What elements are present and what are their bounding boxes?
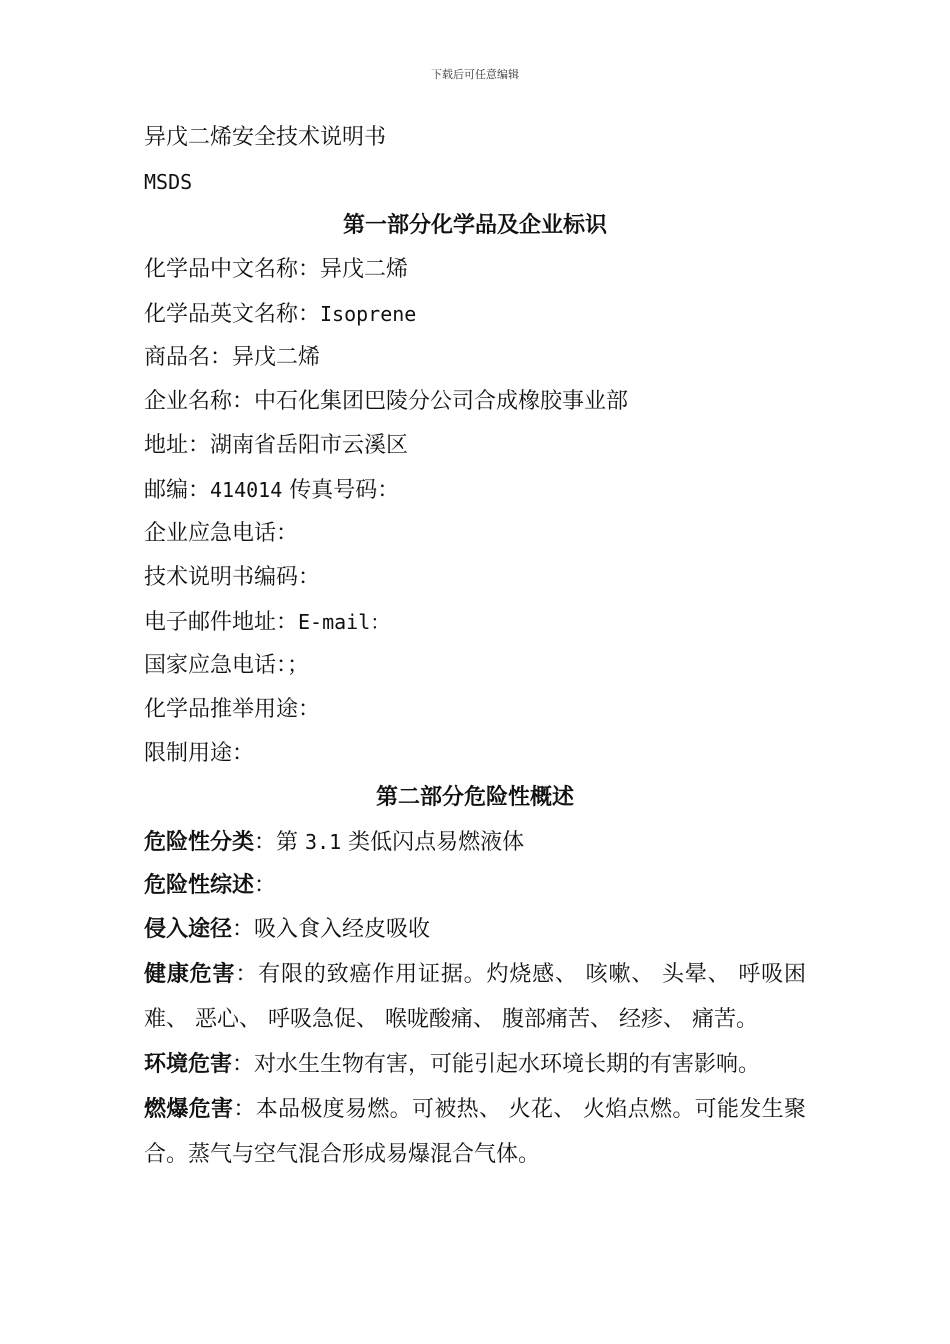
hazard-label: 燃爆危害 <box>144 1097 234 1122</box>
field-value: 异戊二烯 <box>320 257 409 282</box>
hazard-label: 环境危害 <box>144 1052 233 1077</box>
hazard-entry-route <box>144 908 806 952</box>
field-english-name <box>144 292 806 336</box>
field-label: 企业应急电话： <box>144 521 299 546</box>
field-label: 技术说明书编码： <box>144 565 321 590</box>
field-emergency-phone <box>144 512 806 556</box>
field-value: 湖南省岳阳市云溪区 <box>210 433 409 458</box>
field-label: 化学品中文名称： <box>144 257 321 282</box>
field-value: Isoprene <box>320 302 417 326</box>
field-label: 地址： <box>144 433 211 458</box>
hazard-label: 危险性综述 <box>144 873 255 898</box>
hazard-classification <box>144 820 806 864</box>
hazard-value: 吸入食入经皮吸收 <box>254 917 431 942</box>
hazard-value-suffix: 类低闪点易燃液体 <box>348 830 525 855</box>
field-value: ； <box>287 653 310 678</box>
field-restricted-use <box>144 732 806 776</box>
hazard-sep: ： <box>235 962 259 987</box>
field-chinese-name <box>144 248 806 292</box>
hazard-sep: ： <box>232 1052 255 1077</box>
hazard-value-code: 3.1 <box>305 830 342 854</box>
page-header: 下载后可任意编辑 <box>431 68 519 81</box>
section-heading-part1: 第一部分化学品及企业标识 <box>342 213 607 238</box>
field-value: 异戊二烯 <box>232 345 321 370</box>
hazard-environment <box>144 1042 806 1087</box>
hazard-value-prefix: 第 <box>276 830 299 855</box>
field-address <box>144 424 806 468</box>
field-value: 414014 <box>210 478 283 502</box>
field-label: 限制用途： <box>144 741 255 766</box>
field-label: 国家应急电话： <box>144 653 288 678</box>
hazard-health <box>144 952 806 1042</box>
field-label: 电子邮件地址： <box>144 610 299 635</box>
hazard-label: 危险性分类 <box>144 830 255 855</box>
field-recommended-use <box>144 688 806 732</box>
hazard-label: 健康危害 <box>144 962 236 987</box>
hazard-label: 侵入途径 <box>144 917 233 942</box>
hazard-sep: ： <box>233 1097 256 1122</box>
field-postcode <box>144 468 806 512</box>
hazard-value: 有限的致癌作用证据。灼烧感、 咳嗽、 头晕、 呼吸困难、 恶心、 呼吸急促、 喉咙酸痛、 腹部痛苦、 经疹、 痛苦。 <box>144 962 806 1032</box>
field-value: 中石化集团巴陵分公司合成橡胶事业部 <box>254 389 629 414</box>
field-company-name <box>144 380 806 424</box>
field-email <box>144 600 806 644</box>
field-msds-code <box>144 556 806 600</box>
field-label: 化学品英文名称： <box>144 302 321 327</box>
field-national-emergency-phone <box>144 644 806 688</box>
document-body <box>144 116 806 1177</box>
hazard-overview <box>144 864 806 908</box>
field-value: E-mail： <box>298 610 391 634</box>
field-trade-name <box>144 336 806 380</box>
hazard-sep: ： <box>232 917 255 942</box>
document-title: 异戊二烯安全技术说明书 <box>144 125 387 150</box>
field-label: 邮编： <box>144 478 211 503</box>
hazard-value: 本品极度易燃。可被热、 火花、 火焰点燃。可能发生聚合。蒸气与空气混合形成易爆混合气体。 <box>144 1097 806 1167</box>
field-fax-label: 传真号码： <box>289 478 400 503</box>
section-heading-part2: 第二部分危险性概述 <box>375 785 574 810</box>
field-label: 化学品推举用途： <box>144 697 321 722</box>
field-label: 企业名称： <box>144 389 255 414</box>
field-label: 商品名： <box>144 345 233 370</box>
document-subtitle: MSDS <box>144 170 193 194</box>
hazard-sep: ： <box>254 830 277 855</box>
hazard-value: 对水生生物有害，可能引起水环境长期的有害影响。 <box>254 1052 761 1077</box>
hazard-sep: ： <box>254 873 277 898</box>
hazard-fire-explosion <box>144 1087 806 1177</box>
